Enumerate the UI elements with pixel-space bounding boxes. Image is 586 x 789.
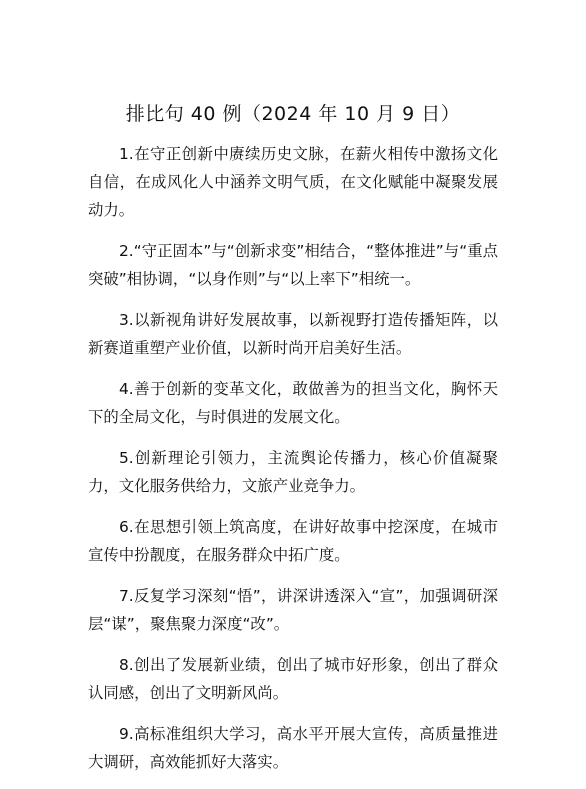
list-item: 7.反复学习深刻“悟”，讲深讲透深入“宣”，加强调研深层“谋”，聚焦聚力深度“改”。 [88, 587, 498, 633]
list-item: 1.在守正创新中赓续历史文脉，在薪火相传中激扬文化自信，在成风化人中涵养文明气质，在文化赋能中凝聚发展动力。 [88, 145, 498, 219]
list-item: 5.创新理论引领力，主流舆论传播力，核心价值凝聚力，文化服务供给力，文旅产业竞争力。 [88, 449, 498, 495]
list-item: 9.高标准组织大学习，高水平开展大宣传，高质量推进大调研，高效能抓好大落实。 [88, 725, 498, 771]
list-item: 8.创出了发展新业绩，创出了城市好形象，创出了群众认同感，创出了文明新风尚。 [88, 656, 498, 702]
document-body [88, 140, 498, 789]
list-item: 6.在思想引领上筑高度，在讲好故事中挖深度，在城市宣传中扮靓度，在服务群众中拓广度。 [88, 518, 498, 564]
list-item: 2.“守正固本”与“创新求变”相结合，“整体推进”与“重点突破”相协调，“以身作则”与“以上率下”相统一。 [88, 242, 498, 288]
document-title: 排比句 40 例（2024 年 10 月 9 日） [125, 103, 461, 125]
list-item: 4.善于创新的变革文化，敢做善为的担当文化，胸怀天下的全局文化，与时俱进的发展文化。 [88, 380, 498, 426]
list-item: 3.以新视角讲好发展故事，以新视野打造传播矩阵，以新赛道重塑产业价值，以新时尚开启美好生活。 [88, 311, 498, 357]
